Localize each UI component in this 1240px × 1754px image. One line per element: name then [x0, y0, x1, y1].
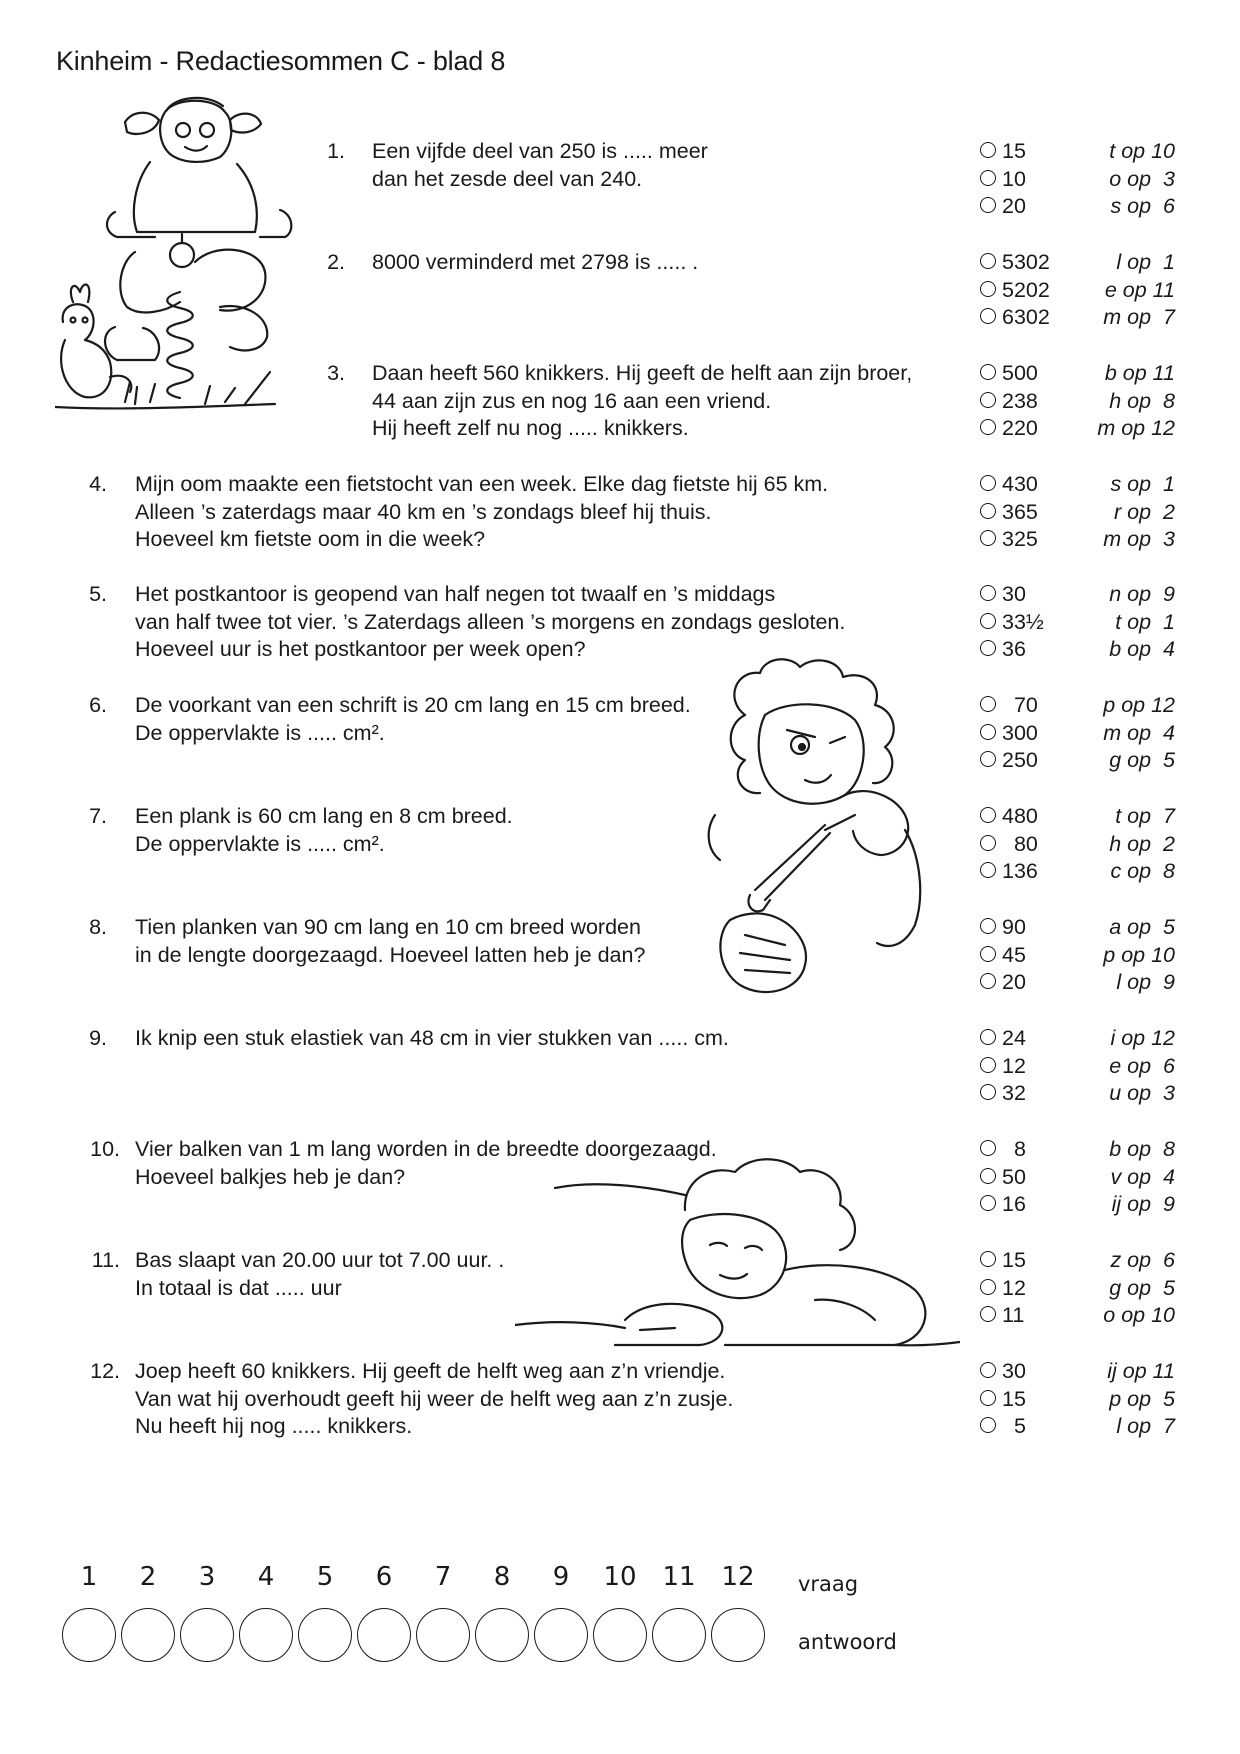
- option-value: 30: [1002, 1359, 1026, 1383]
- answer-option[interactable]: [978, 1302, 1183, 1330]
- option-code: s op 6: [1110, 194, 1175, 218]
- question-line: 44 aan zijn zus en nog 16 aan een vriend.: [372, 388, 772, 413]
- question-line: Hoeveel km fietste oom in die week?: [135, 527, 486, 551]
- radio-circle-icon[interactable]: [980, 807, 996, 823]
- question-5: [0, 581, 1240, 671]
- radio-circle-icon[interactable]: [980, 392, 996, 408]
- grid-number: 12: [721, 1562, 755, 1592]
- question-text: [372, 138, 708, 193]
- question-text: [135, 471, 828, 554]
- grid-number: 8: [493, 1562, 511, 1592]
- answer-option[interactable]: [978, 942, 1183, 970]
- question-11: [0, 1247, 1240, 1337]
- question-line: Hij heeft zelf nu nog ..... knikkers.: [372, 416, 689, 440]
- answer-option[interactable]: [978, 581, 1183, 609]
- answer-option[interactable]: [978, 692, 1183, 720]
- answer-option[interactable]: [978, 304, 1183, 332]
- option-code: s op 1: [1110, 472, 1175, 496]
- radio-circle-icon[interactable]: [980, 1195, 996, 1211]
- radio-circle-icon[interactable]: [980, 142, 996, 158]
- answer-option[interactable]: [978, 1025, 1183, 1053]
- option-code: r op 2: [1114, 499, 1175, 524]
- question-number: 12.: [90, 1359, 120, 1383]
- option-value: 12: [1002, 1275, 1026, 1300]
- radio-circle-icon[interactable]: [980, 862, 996, 878]
- option-value: 45: [1002, 942, 1026, 967]
- question-line: Vier balken van 1 m lang worden in de breedte doorgezaagd.: [135, 1137, 717, 1161]
- option-code: c op 8: [1110, 859, 1175, 883]
- grid-number: 7: [434, 1562, 452, 1592]
- radio-circle-icon[interactable]: [980, 696, 996, 712]
- question-line: Nu heeft hij nog ..... knikkers.: [135, 1414, 413, 1438]
- option-code: p op 5: [1109, 1386, 1175, 1411]
- question-text: [135, 1025, 729, 1053]
- answer-options: [978, 1025, 1183, 1108]
- question-line: Joep heeft 60 knikkers. Hij geeft de helft weg aan z’n vriendje.: [135, 1359, 726, 1383]
- radio-circle-icon[interactable]: [980, 308, 996, 324]
- option-code: l op 1: [1116, 250, 1175, 274]
- option-code: m op 3: [1103, 527, 1175, 551]
- radio-circle-icon[interactable]: [980, 724, 996, 740]
- option-value: 10: [1002, 166, 1026, 191]
- question-7: [0, 803, 1240, 893]
- radio-circle-icon[interactable]: [980, 253, 996, 269]
- radio-circle-icon[interactable]: [980, 613, 996, 629]
- option-value: 325: [1002, 527, 1038, 551]
- question-line: in de lengte doorgezaagd. Hoeveel latten heb je dan?: [135, 942, 646, 967]
- option-code: p op 12: [1103, 693, 1175, 717]
- question-number: 10.: [90, 1137, 120, 1161]
- radio-circle-icon[interactable]: [980, 1029, 996, 1045]
- option-code: l op 9: [1116, 970, 1175, 994]
- option-code: b op 4: [1109, 637, 1175, 661]
- answer-circle[interactable]: [298, 1608, 352, 1662]
- question-number: 9.: [89, 1026, 107, 1050]
- question-line: Het postkantoor is geopend van half negen tot twaalf en ’s middags: [135, 582, 776, 606]
- radio-circle-icon[interactable]: [980, 1390, 996, 1406]
- question-line: Alleen ’s zaterdags maar 40 km en ’s zondags bleef hij thuis.: [135, 499, 712, 524]
- option-code: h op 2: [1109, 831, 1175, 856]
- question-text: [135, 803, 513, 858]
- question-line: De oppervlakte is ..... cm².: [135, 720, 385, 745]
- grid-number: 5: [316, 1562, 334, 1592]
- option-value: 32: [1002, 1081, 1026, 1105]
- radio-circle-icon[interactable]: [980, 1362, 996, 1378]
- answer-option[interactable]: [978, 499, 1183, 527]
- radio-circle-icon[interactable]: [980, 1306, 996, 1322]
- answer-options: [978, 1358, 1183, 1441]
- answer-option[interactable]: [978, 193, 1183, 221]
- answer-options: [978, 692, 1183, 775]
- option-value: 15: [1002, 1248, 1026, 1272]
- question-number: 8.: [89, 915, 107, 939]
- answer-row-label: antwoord: [798, 1630, 897, 1654]
- answer-option[interactable]: [978, 360, 1183, 388]
- question-text: [135, 1136, 717, 1191]
- question-text: [372, 360, 912, 443]
- radio-circle-icon[interactable]: [980, 751, 996, 767]
- radio-circle-icon[interactable]: [980, 530, 996, 546]
- option-code: a op 5: [1109, 915, 1175, 939]
- answer-option[interactable]: [978, 1080, 1183, 1108]
- answer-option[interactable]: [978, 636, 1183, 664]
- radio-circle-icon[interactable]: [980, 918, 996, 934]
- answer-circle[interactable]: [62, 1608, 116, 1662]
- option-code: h op 8: [1109, 388, 1175, 413]
- option-code: p op 10: [1103, 942, 1175, 967]
- answer-option[interactable]: [978, 1247, 1183, 1275]
- question-4: [0, 471, 1240, 561]
- question-line: De voorkant van een schrift is 20 cm lang en 15 cm breed.: [135, 693, 691, 717]
- option-code: o op 3: [1109, 166, 1175, 191]
- answer-options: [978, 581, 1183, 664]
- radio-circle-icon[interactable]: [980, 946, 996, 962]
- question-text: [135, 914, 645, 969]
- option-code: ij op 9: [1111, 1192, 1175, 1216]
- question-number: 6.: [89, 693, 107, 717]
- question-line: Van wat hij overhoudt geeft hij weer de helft weg aan z’n zusje.: [135, 1386, 734, 1411]
- option-value: 12: [1002, 1053, 1026, 1078]
- option-code: g op 5: [1109, 1275, 1175, 1300]
- radio-circle-icon[interactable]: [980, 503, 996, 519]
- answer-option[interactable]: [978, 138, 1183, 166]
- answer-option[interactable]: [978, 166, 1183, 194]
- answer-option[interactable]: [978, 747, 1183, 775]
- answer-circle[interactable]: [121, 1608, 175, 1662]
- radio-circle-icon[interactable]: [980, 170, 996, 186]
- option-code: e op 6: [1109, 1053, 1175, 1078]
- option-value: 8: [1002, 1137, 1026, 1161]
- answer-circle[interactable]: [357, 1608, 411, 1662]
- question-line: van half twee tot vier. ’s Zaterdags alleen ’s morgens en zondags gesloten.: [135, 609, 846, 634]
- option-value: 15: [1002, 139, 1026, 163]
- answer-option[interactable]: [978, 1053, 1183, 1081]
- option-value: 11: [1002, 1303, 1025, 1327]
- question-8: [0, 914, 1240, 1004]
- question-3: [0, 360, 1240, 450]
- radio-circle-icon[interactable]: [980, 364, 996, 380]
- option-code: m op 12: [1097, 416, 1175, 440]
- option-value: 238: [1002, 388, 1038, 413]
- grid-number: 11: [662, 1562, 696, 1592]
- grid-number: 2: [139, 1562, 157, 1592]
- question-line: Een vijfde deel van 250 is ..... meer: [372, 139, 708, 163]
- answer-circle[interactable]: [180, 1608, 234, 1662]
- grid-number: 9: [552, 1562, 570, 1592]
- option-value: 300: [1002, 720, 1038, 745]
- question-text: [135, 1358, 733, 1441]
- answer-options: [978, 914, 1183, 997]
- option-code: u op 3: [1109, 1081, 1175, 1105]
- radio-circle-icon[interactable]: [980, 640, 996, 656]
- option-code: m op 7: [1103, 305, 1175, 329]
- option-code: g op 5: [1109, 748, 1175, 772]
- question-number: 2.: [327, 250, 345, 274]
- question-line: Hoeveel balkjes heb je dan?: [135, 1164, 406, 1189]
- answer-circle[interactable]: [593, 1608, 647, 1662]
- option-value: 50: [1002, 1164, 1026, 1189]
- answer-circle[interactable]: [239, 1608, 293, 1662]
- question-text: [135, 692, 691, 747]
- option-value: 15: [1002, 1386, 1026, 1411]
- radio-circle-icon[interactable]: [980, 1279, 996, 1295]
- option-value: 33½: [1002, 609, 1044, 634]
- answer-option[interactable]: [978, 1386, 1183, 1414]
- question-12: [0, 1358, 1240, 1448]
- answer-option[interactable]: [978, 858, 1183, 886]
- option-value: 20: [1002, 194, 1026, 218]
- option-code: b op 11: [1104, 361, 1175, 385]
- option-value: 6302: [1002, 305, 1050, 329]
- option-value: 5302: [1002, 250, 1050, 274]
- radio-circle-icon[interactable]: [980, 197, 996, 213]
- question-line: Mijn oom maakte een fietstocht van een week. Elke dag fietste hij 65 km.: [135, 472, 829, 496]
- option-value: 480: [1002, 804, 1038, 828]
- option-value: 16: [1002, 1192, 1026, 1216]
- option-code: l op 7: [1116, 1414, 1175, 1438]
- answer-option[interactable]: [978, 1413, 1183, 1441]
- answer-option[interactable]: [978, 1136, 1183, 1164]
- answer-options: [978, 249, 1183, 332]
- question-line: In totaal is dat ..... uur: [135, 1275, 342, 1300]
- radio-circle-icon[interactable]: [980, 1057, 996, 1073]
- radio-circle-icon[interactable]: [980, 419, 996, 435]
- radio-circle-icon[interactable]: [980, 475, 996, 491]
- grid-number: 4: [257, 1562, 275, 1592]
- option-value: 500: [1002, 361, 1038, 385]
- grid-number: 6: [375, 1562, 393, 1592]
- answer-option[interactable]: [978, 609, 1183, 637]
- question-number: 1.: [327, 139, 345, 163]
- question-line: Daan heeft 560 knikkers. Hij geeft de helft aan zijn broer,: [372, 361, 913, 385]
- answer-option[interactable]: [978, 526, 1183, 554]
- option-value: 90: [1002, 915, 1026, 939]
- option-code: b op 8: [1109, 1137, 1175, 1161]
- answer-option[interactable]: [978, 388, 1183, 416]
- answer-options: [978, 360, 1183, 443]
- question-6: [0, 692, 1240, 782]
- option-value: 70: [1002, 693, 1038, 717]
- question-line: De oppervlakte is ..... cm².: [135, 831, 385, 856]
- option-code: n op 9: [1109, 582, 1175, 606]
- option-value: 80: [1002, 831, 1038, 856]
- option-code: t op 7: [1115, 804, 1175, 828]
- answer-option[interactable]: [978, 277, 1183, 305]
- radio-circle-icon[interactable]: [980, 835, 996, 851]
- option-value: 250: [1002, 748, 1038, 772]
- answer-option[interactable]: [978, 1191, 1183, 1219]
- radio-circle-icon[interactable]: [980, 1084, 996, 1100]
- answer-option[interactable]: [978, 803, 1183, 831]
- question-row-label: vraag: [798, 1572, 859, 1596]
- radio-circle-icon[interactable]: [980, 1140, 996, 1156]
- answer-option[interactable]: [978, 720, 1183, 748]
- question-line: Ik knip een stuk elastiek van 48 cm in vier stukken van ..... cm.: [135, 1026, 729, 1050]
- answer-options: [978, 1136, 1183, 1219]
- radio-circle-icon[interactable]: [980, 1251, 996, 1267]
- answer-circle[interactable]: [475, 1608, 529, 1662]
- question-2: [0, 249, 1240, 339]
- question-number: 5.: [89, 582, 107, 606]
- option-value: 24: [1002, 1026, 1026, 1050]
- grid-number: 1: [80, 1562, 98, 1592]
- option-value: 220: [1002, 416, 1038, 440]
- option-value: 5: [1002, 1414, 1026, 1438]
- answer-options: [978, 471, 1183, 554]
- option-value: 20: [1002, 970, 1026, 994]
- option-code: t op 1: [1115, 609, 1175, 634]
- question-number: 4.: [89, 472, 107, 496]
- answer-option[interactable]: [978, 969, 1183, 997]
- option-code: i op 12: [1110, 1026, 1175, 1050]
- answer-circle[interactable]: [711, 1608, 765, 1662]
- question-line: Een plank is 60 cm lang en 8 cm breed.: [135, 804, 513, 828]
- grid-number: 10: [603, 1562, 637, 1592]
- option-code: e op 11: [1104, 277, 1175, 302]
- option-code: m op 4: [1103, 720, 1175, 745]
- option-code: z op 6: [1110, 1248, 1175, 1272]
- radio-circle-icon[interactable]: [980, 1417, 996, 1433]
- option-code: ij op 11: [1107, 1359, 1175, 1383]
- answer-circle[interactable]: [534, 1608, 588, 1662]
- question-line: Tien planken van 90 cm lang en 10 cm breed worden: [135, 915, 641, 939]
- question-line: Bas slaapt van 20.00 uur tot 7.00 uur. .: [135, 1248, 505, 1272]
- question-line: Hoeveel uur is het postkantoor per week open?: [135, 637, 586, 661]
- question-text: [135, 581, 845, 664]
- option-value: 36: [1002, 637, 1026, 661]
- answer-options: [978, 1247, 1183, 1330]
- answer-options: [978, 803, 1183, 886]
- grid-number: 3: [198, 1562, 216, 1592]
- option-code: o op 10: [1103, 1303, 1175, 1327]
- answer-circle[interactable]: [416, 1608, 470, 1662]
- option-code: v op 4: [1110, 1164, 1175, 1189]
- answer-options: [978, 138, 1183, 221]
- radio-circle-icon[interactable]: [980, 1168, 996, 1184]
- page-title: Kinheim - Redactiesommen C - blad 8: [56, 46, 506, 76]
- question-text: [372, 249, 698, 277]
- question-10: [0, 1136, 1240, 1226]
- option-value: 5202: [1002, 277, 1050, 302]
- answer-option[interactable]: [978, 914, 1183, 942]
- question-number: 11.: [91, 1248, 120, 1272]
- option-code: t op 10: [1109, 139, 1175, 163]
- question-1: [0, 138, 1240, 228]
- question-text: [135, 1247, 504, 1302]
- answer-circle[interactable]: [652, 1608, 706, 1662]
- answer-option[interactable]: [978, 415, 1183, 443]
- option-value: 136: [1002, 859, 1038, 883]
- answer-option[interactable]: [978, 471, 1183, 499]
- radio-circle-icon[interactable]: [980, 973, 996, 989]
- option-value: 30: [1002, 582, 1026, 606]
- option-value: 365: [1002, 499, 1038, 524]
- question-number: 3.: [327, 361, 345, 385]
- answer-option[interactable]: [978, 831, 1183, 859]
- answer-option[interactable]: [978, 1164, 1183, 1192]
- answer-option[interactable]: [978, 1358, 1183, 1386]
- question-number: 7.: [89, 804, 107, 828]
- option-value: 430: [1002, 472, 1038, 496]
- radio-circle-icon[interactable]: [980, 585, 996, 601]
- question-line: 8000 verminderd met 2798 is ..... .: [372, 250, 699, 274]
- answer-option[interactable]: [978, 249, 1183, 277]
- question-line: dan het zesde deel van 240.: [372, 166, 643, 191]
- radio-circle-icon[interactable]: [980, 281, 996, 297]
- question-9: [0, 1025, 1240, 1115]
- answer-option[interactable]: [978, 1275, 1183, 1303]
